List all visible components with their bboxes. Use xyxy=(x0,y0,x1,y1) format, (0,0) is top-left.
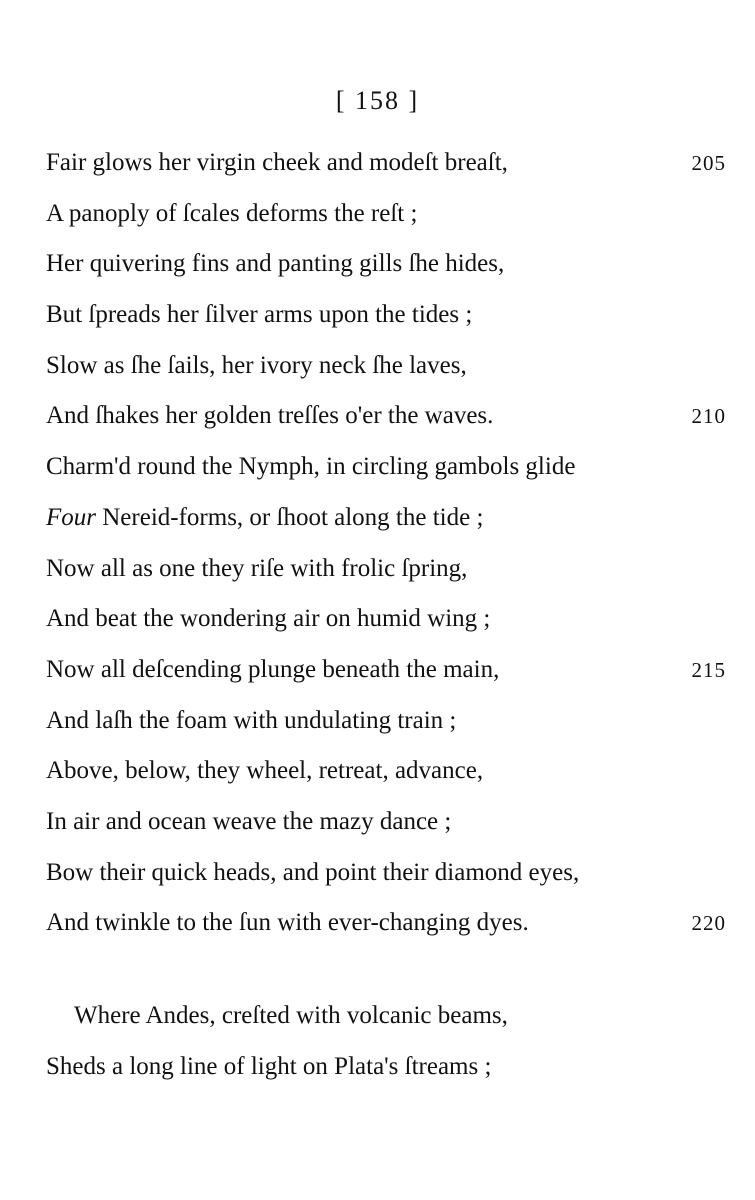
verse-line xyxy=(46,493,726,544)
verse-line xyxy=(46,594,726,645)
verse-text: Sheds a long line of light on Plata's ſtreams ; xyxy=(46,1052,492,1080)
verse-text: Bow their quick heads, and point their diamond eyes, xyxy=(46,858,580,886)
line-number: 220 xyxy=(691,911,726,936)
verse-text: But ſpreads her ſilver arms upon the tides ; xyxy=(46,301,473,329)
verse-line xyxy=(46,290,726,341)
verse-text: Where Andes, creſted with volcanic beams, xyxy=(74,1002,508,1029)
line-number: 210 xyxy=(691,404,726,429)
verse-text: And beat the wondering air on humid wing ; xyxy=(46,605,491,633)
verse-line xyxy=(46,645,726,696)
verse-text: Now all deſcending plunge beneath the main, xyxy=(46,655,500,683)
verse-line xyxy=(46,696,726,747)
verse-line xyxy=(46,138,726,189)
verse-line xyxy=(46,991,726,1042)
page-number: [ 158 ] xyxy=(335,86,420,115)
verse-line xyxy=(46,544,726,595)
italic-word: Four xyxy=(46,503,96,531)
verse-text: A panoply of ſcales deforms the reſt ; xyxy=(46,199,418,227)
verse-line xyxy=(46,442,726,493)
line-number: 215 xyxy=(691,657,726,682)
verse-text: Fair glows her virgin cheek and modeſt breaſt, xyxy=(46,149,508,176)
verse-text: In air and ocean weave the mazy dance ; xyxy=(46,807,452,835)
stanza-1 xyxy=(46,138,726,949)
verse-line xyxy=(46,189,726,240)
verse-text: Above, below, they wheel, retreat, advance, xyxy=(46,757,484,785)
verse-line xyxy=(46,898,726,949)
verse-text: Charm'd round the Nymph, in circling gambols glide xyxy=(46,453,576,481)
verse-line xyxy=(46,746,726,797)
verse-text: And twinkle to the ſun with ever-changing dyes. xyxy=(46,909,529,937)
verse-text: Now all as one they riſe with frolic ſpring, xyxy=(46,554,468,582)
verse-text: And laſh the foam with undulating train ; xyxy=(46,706,457,734)
verse-text: And ſhakes her golden treſſes o'er the waves. xyxy=(46,402,494,430)
stanza-2 xyxy=(46,991,726,1092)
verse-line xyxy=(46,239,726,290)
verse-line xyxy=(46,341,726,392)
verse-line xyxy=(46,1042,726,1093)
verse-text: Nereid-forms, or ſhoot along the tide ; xyxy=(96,503,484,531)
verse-line xyxy=(46,848,726,899)
verse-text: Slow as ſhe ſails, her ivory neck ſhe laves, xyxy=(46,351,467,379)
verse-text: Her quivering fins and panting gills ſhe hides, xyxy=(46,250,505,278)
verse-line xyxy=(46,797,726,848)
poem xyxy=(46,138,726,1092)
line-number: 205 xyxy=(691,151,726,175)
verse-line xyxy=(46,391,726,442)
